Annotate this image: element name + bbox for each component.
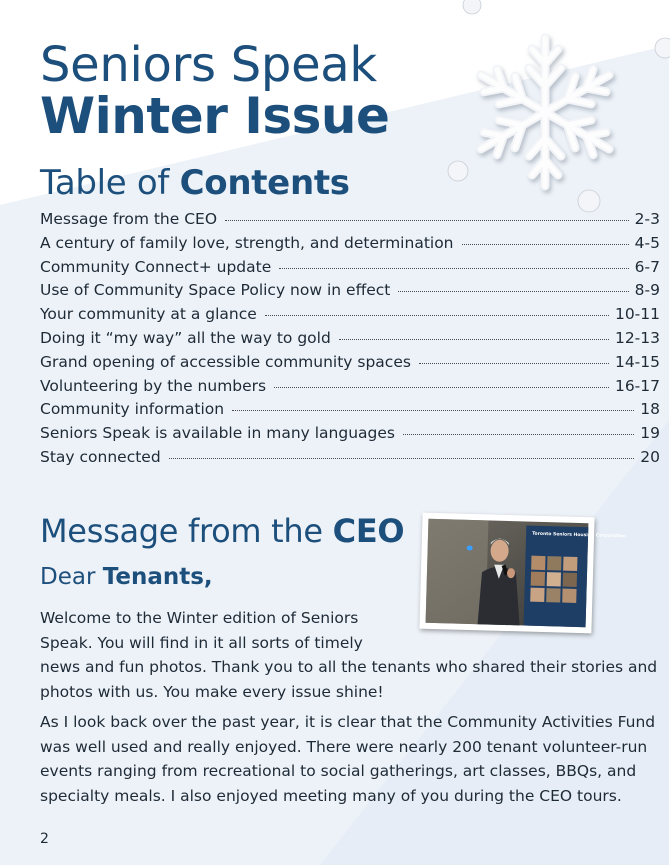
toc-entry[interactable] [40, 353, 664, 377]
message-heading-bold: CEO [332, 512, 405, 550]
toc-entry-pages: 6-7 [634, 257, 660, 276]
toc-entry[interactable] [40, 305, 664, 329]
toc-entry[interactable] [40, 281, 664, 305]
toc-entry[interactable] [40, 258, 664, 282]
message-heading-regular: Message from the [40, 512, 333, 550]
message-paragraph-1-end: news and fun photos. Thank you to all the tenants who shared their stories and photos with us. You make every issue shine! [40, 658, 658, 701]
toc-entry-pages: 20 [640, 447, 660, 466]
toc-entry-pages: 18 [640, 400, 660, 419]
toc-entry-title: Doing it “my way” all the way to gold [40, 328, 331, 347]
toc-entry-title: Grand opening of accessible community spaces [40, 352, 411, 371]
message-heading [40, 510, 404, 552]
toc-entry[interactable] [40, 400, 664, 424]
toc-entry-pages: 16-17 [614, 376, 660, 395]
toc-entry-title: Community Connect+ update [40, 257, 272, 276]
toc-entry[interactable] [40, 377, 664, 401]
toc-entry-title: A century of family love, strength, and determination [40, 233, 454, 252]
snowflake-icon [455, 12, 635, 212]
toc-entry-pages: 19 [640, 424, 660, 443]
toc-leader [169, 458, 635, 459]
toc-entry[interactable] [40, 234, 664, 258]
greeting-regular: Dear [40, 564, 103, 590]
toc-entry-pages: 10-11 [614, 305, 660, 324]
greeting-bold: Tenants, [102, 564, 213, 590]
toc-leader [419, 363, 609, 364]
toc-entry[interactable] [40, 424, 664, 448]
issue-title: Winter Issue [40, 87, 390, 145]
toc-entry-pages: 14-15 [614, 352, 660, 371]
snowball-icon [445, 158, 471, 184]
toc-entry-pages: 4-5 [634, 233, 660, 252]
toc-heading-regular: Table of [40, 163, 180, 203]
toc-leader [403, 434, 634, 435]
toc-entry-pages: 12-13 [614, 328, 660, 347]
toc-entry[interactable] [40, 329, 664, 353]
toc-entry[interactable] [40, 210, 664, 234]
toc-leader [225, 220, 629, 221]
table-of-contents [40, 210, 664, 472]
toc-leader [279, 268, 628, 269]
toc-heading [40, 161, 350, 205]
toc-entry-title: Message from the CEO [40, 210, 218, 228]
ceo-photo [419, 513, 627, 634]
toc-entry-title: Community information [40, 400, 225, 419]
page-number: 2 [40, 831, 49, 847]
photo-banner-text: Toronto Seniors Housing Corporation [532, 531, 627, 540]
toc-leader [398, 291, 628, 292]
greeting [40, 561, 213, 593]
toc-entry-title: Stay connected [40, 447, 161, 466]
toc-leader [274, 387, 609, 388]
toc-leader [265, 315, 609, 316]
ceo-photo-image [426, 519, 627, 627]
toc-entry-title: Volunteering by the numbers [40, 376, 267, 395]
toc-leader [339, 339, 609, 340]
toc-heading-bold: Contents [179, 163, 350, 203]
message-paragraph-1-start: Welcome to the Winter edition of Seniors Speak. You will find in it all sorts of timely [40, 609, 363, 652]
toc-entry-title: Use of Community Space Policy now in effect [40, 281, 391, 300]
toc-leader [462, 244, 629, 245]
snowball-icon [460, 0, 484, 18]
toc-entry-pages: 8-9 [634, 281, 660, 300]
toc-entry-title: Your community at a glance [40, 305, 257, 324]
toc-leader [232, 410, 634, 411]
message-paragraph-2: As I look back over the past year, it is clear that the Community Activities Fund was well used and really enjoyed. There were nearly 200 tenant volunteer-run events ranging from recreational to social gatherings, art classes, BBQs, and specialty meals. I also enjoyed meeting many of you during the CEO tours. [40, 713, 656, 805]
newsletter-title: Seniors Speak [40, 37, 377, 93]
snowball-icon [651, 36, 669, 60]
toc-entry[interactable] [40, 448, 664, 472]
toc-entry-pages: 2-3 [634, 210, 660, 228]
toc-entry-title: Seniors Speak is available in many languages [40, 424, 395, 443]
